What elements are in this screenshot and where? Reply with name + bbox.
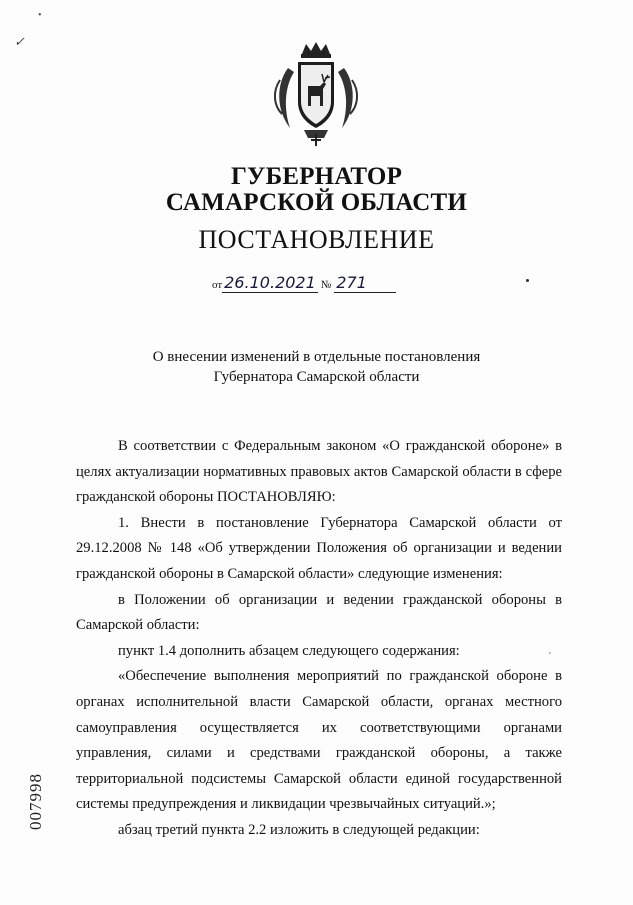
stray-dot-mark (526, 279, 529, 282)
governor-title: ГУБЕРНАТОР (230, 163, 403, 190)
region-title: САМАРСКОЙ ОБЛАСТИ (165, 189, 468, 216)
handwritten-date: 26.10.2021 (224, 273, 316, 292)
document-body (76, 434, 562, 844)
date-number-line (212, 273, 396, 293)
coat-of-arms-emblem (270, 40, 362, 148)
body-paragraph: 1. Внести в постановление Губернатора Самарской области от 29.12.2008 № 148 «Об утверждении Положения об организации и ведении гражданской обороны в Самарской области» следующие изменения: (76, 514, 562, 582)
body-paragraph: в Положении об организации и ведении гражданской обороны в Самарской области: (76, 591, 562, 634)
subject-line-1: О внесении изменений в отдельные постановления (152, 349, 481, 365)
side-serial-number: 007998 (26, 773, 45, 830)
from-label: от (212, 279, 223, 291)
pen-check-mark: ✓ (14, 34, 25, 49)
document-type-title: ПОСТАНОВЛЕНИЕ (198, 225, 435, 254)
body-paragraph: абзац третий пункта 2.2 изложить в следующей редакции: (118, 821, 480, 838)
corner-dot-mark: • (38, 10, 42, 21)
body-paragraph: пункт 1.4 дополнить абзацем следующего содержания: (118, 642, 460, 659)
number-label: № (320, 279, 332, 291)
body-paragraph: В соответствии с Федеральным законом «О гражданской обороне» в целях актуализации нормативных правовых актов Самарской области в сфере гражданской обороны ПОСТАНОВЛЯЮ: (76, 438, 562, 506)
stray-tick-mark: ' (549, 651, 551, 662)
handwritten-number: 271 (334, 273, 396, 293)
subject-line-2: Губернатора Самарской области (213, 369, 420, 385)
body-paragraph: «Обеспечение выполнения мероприятий по гражданской обороне в органах исполнительной власти Самарской области, органах местного самоуправления осуществляется их соответствующими органами управления, силами и средствами гражданской обороны, а также территориальной подсистемы Самарской области единой государственной системы предупреждения и ликвидации чрезвычайных ситуаций.»; (76, 668, 562, 813)
document-subject (0, 347, 633, 387)
